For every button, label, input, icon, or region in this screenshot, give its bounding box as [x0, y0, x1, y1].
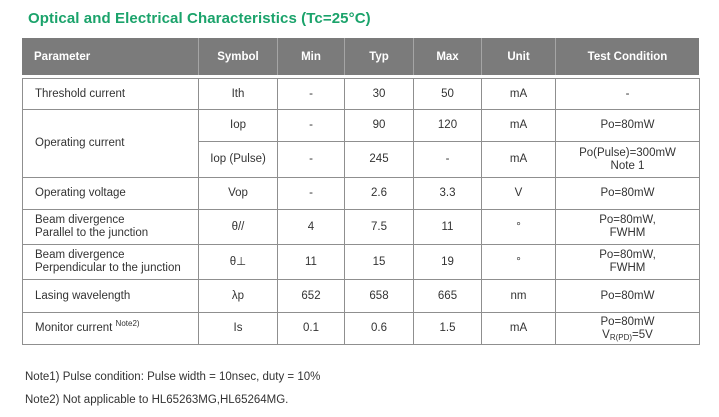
cell-unit: ° — [482, 245, 556, 280]
cell-min: 0.1 — [278, 313, 345, 345]
cell-parameter: Threshold current — [23, 79, 199, 110]
parameter-line2: Perpendicular to the junction — [35, 262, 181, 274]
cell-test-condition — [556, 142, 700, 178]
parameter-line1: Beam divergence — [35, 214, 125, 226]
col-header-typ: Typ — [344, 38, 413, 75]
cell-parameter — [23, 210, 199, 245]
row-lasing-wavelength — [23, 280, 700, 313]
cell-test-condition: Po=80mW — [556, 280, 700, 313]
test-condition-line1: Po=80mW — [600, 315, 655, 328]
cell-unit: mA — [482, 110, 556, 142]
cell-max: 19 — [414, 245, 482, 280]
cell-unit: ° — [482, 210, 556, 245]
row-beam-divergence-parallel — [23, 210, 700, 245]
col-header-unit: Unit — [481, 38, 555, 75]
test-condition-line1: Po=80mW, — [599, 249, 656, 261]
test-condition-line2: Note 1 — [610, 159, 645, 172]
parameter-label: Monitor current — [35, 322, 113, 334]
cell-symbol: Is — [199, 313, 278, 345]
cell-symbol: Iop — [199, 110, 278, 142]
table-body — [22, 78, 700, 345]
cell-typ: 245 — [345, 142, 414, 178]
cell-unit: mA — [482, 79, 556, 110]
cell-symbol: Vop — [199, 178, 278, 210]
cell-symbol: λp — [199, 280, 278, 313]
characteristics-table — [22, 38, 699, 345]
cell-test-condition — [556, 245, 700, 280]
cell-test-condition: Po=80mW — [556, 110, 700, 142]
vr-suffix: =5V — [632, 328, 653, 341]
row-operating-current-cw — [23, 110, 700, 142]
parameter-line1: Beam divergence — [35, 249, 125, 261]
cell-symbol: Iop (Pulse) — [199, 142, 278, 178]
table-header-row — [22, 38, 699, 75]
cell-min: 11 — [278, 245, 345, 280]
note2: Note2) Not applicable to HL65263MG,HL65264MG. — [25, 394, 289, 406]
cell-test-condition: Po=80mW — [556, 178, 700, 210]
page-title: Optical and Electrical Characteristics (Tc=25°C) — [28, 10, 371, 27]
test-condition-line2: FWHM — [609, 227, 646, 239]
test-condition-line1: Po(Pulse)=300mW — [579, 146, 676, 159]
test-condition-line2: FWHM — [609, 262, 646, 274]
col-header-test-condition: Test Condition — [555, 38, 699, 75]
row-beam-divergence-perpendicular — [23, 245, 700, 280]
cell-parameter: Operating current — [23, 110, 199, 178]
cell-typ: 7.5 — [345, 210, 414, 245]
cell-typ: 15 — [345, 245, 414, 280]
row-operating-voltage — [23, 178, 700, 210]
col-header-max: Max — [413, 38, 481, 75]
cell-symbol: θ// — [199, 210, 278, 245]
cell-parameter: Operating voltage — [23, 178, 199, 210]
cell-parameter: Lasing wavelength — [23, 280, 199, 313]
cell-max: 50 — [414, 79, 482, 110]
note2-reference: Note2) — [115, 319, 140, 329]
row-threshold-current — [23, 79, 700, 110]
cell-symbol: Ith — [199, 79, 278, 110]
cell-unit: mA — [482, 142, 556, 178]
cell-typ: 0.6 — [345, 313, 414, 345]
vr-prefix: V — [602, 328, 610, 341]
cell-min: - — [278, 178, 345, 210]
cell-min: 652 — [278, 280, 345, 313]
cell-max: 665 — [414, 280, 482, 313]
cell-max: 120 — [414, 110, 482, 142]
cell-typ: 90 — [345, 110, 414, 142]
footnotes — [25, 371, 320, 417]
cell-test-condition — [556, 313, 700, 345]
cell-min: 4 — [278, 210, 345, 245]
cell-unit: mA — [482, 313, 556, 345]
test-condition-line2 — [556, 329, 699, 342]
cell-symbol: θ⊥ — [199, 245, 278, 280]
parameter-line2: Parallel to the junction — [35, 227, 149, 239]
cell-typ: 30 — [345, 79, 414, 110]
cell-min: - — [278, 79, 345, 110]
cell-typ: 2.6 — [345, 178, 414, 210]
cell-parameter — [23, 313, 199, 345]
cell-typ: 658 — [345, 280, 414, 313]
cell-max: 1.5 — [414, 313, 482, 345]
test-condition-line1: Po=80mW, — [599, 214, 656, 226]
cell-unit: nm — [482, 280, 556, 313]
col-header-parameter: Parameter — [34, 50, 91, 63]
col-header-symbol: Symbol — [198, 38, 277, 75]
cell-min: - — [278, 110, 345, 142]
vr-subscript: R(PD) — [609, 332, 633, 342]
cell-parameter — [23, 245, 199, 280]
cell-max: 11 — [414, 210, 482, 245]
cell-min: - — [278, 142, 345, 178]
cell-test-condition — [556, 210, 700, 245]
note1: Note1) Pulse condition: Pulse width = 10nsec, duty = 10% — [25, 371, 321, 383]
cell-max: 3.3 — [414, 178, 482, 210]
cell-unit: V — [482, 178, 556, 210]
row-monitor-current — [23, 313, 700, 345]
cell-test-condition: - — [556, 79, 700, 110]
col-header-min: Min — [277, 38, 344, 75]
cell-max: - — [414, 142, 482, 178]
